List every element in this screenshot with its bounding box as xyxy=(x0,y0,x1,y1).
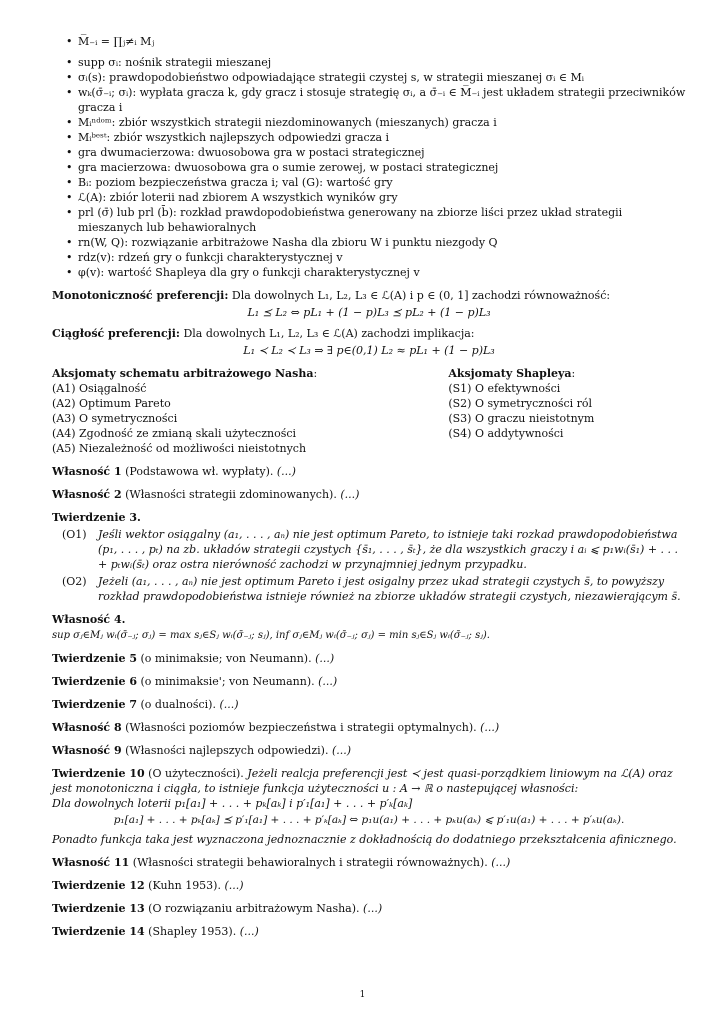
axiom-item: (A1) Osiągalność xyxy=(52,382,147,395)
theorem-12: Twierdzenie 12 (Kuhn 1953). (...) xyxy=(52,879,244,892)
list-item: • φ(v): wartość Shapleya dla gry o funkcji charakterystycznej v xyxy=(78,265,686,280)
list-item: • ℒ(A): zbiór loterii nad zbiorem A wszystkich wyników gry xyxy=(78,190,686,205)
utility-formula: p₁[a₁] + . . . + pₖ[aₖ] ⪯ p′₁[a₁] + . . . + p′ₖ[aₖ] ⇔ p₁u(a₁) + . . . + pₖu(aₖ) ⩽ p′₁u(a₁) + . . . + p′ₖu(aₖ). xyxy=(113,814,625,826)
theorem-13: Twierdzenie 13 (O rozwiązaniu arbitrażowym Nasha). (...) xyxy=(52,902,383,915)
list-item: • prl (σ̄) lub prl (b̄): rozkład prawdopodobieństwa generowany na zbiorze liści przez układ strategii mieszanych lub behawioralnych xyxy=(78,205,686,235)
page-number: 1 xyxy=(359,990,366,1000)
property-11: Własność 11 (Własności strategii behawioralnych i strategii równoważnych). (...) xyxy=(52,856,511,869)
shapley-axioms-title: Aksjomaty Shapleya xyxy=(448,367,572,380)
theorem-3: Twierdzenie 3. (O1) Jeśli wektor osiągalny (a₁, . . . , aₙ) nie jest optimum Pareto, to istnieje taki rozkad prawdopodobieństwa (p₁, . . . , pₜ) na zb. układów strategii czystych {s̄₁, . . . , s̄ₜ}, że dla wszystkich graczy i aᵢ ⩽ p₁wᵢ(s̄₁) + . . . + pₜwᵢ(s̄ₜ) oraz ostra nierówność zachodzi w przynajmniej jednym przypadku. (O2) Jeżeli (a₁, . . . , aₙ) nie jest optimum Pareto i jest osigalny przez ukad strategii czystych s̄, to powyższy rozkład prawdopodobieństwa istnieje również na zbiorze układów strategii czystych, niezawierającym s̄. xyxy=(52,510,686,604)
list-item: • M̅₋ᵢ = ∏ⱼ≠ᵢ Mⱼ xyxy=(78,34,686,55)
list-item: • Bᵢ: poziom bezpieczeństwa gracza i; val (G): wartość gry xyxy=(78,175,686,190)
continuity-text: Dla dowolnych L₁, L₂, L₃ ∈ ℒ(A) zachodzi implikacja: xyxy=(183,327,475,340)
property-8: Własność 8 (Własności poziomów bezpieczeństwa i strategii optymalnych). (...) xyxy=(52,721,500,734)
axiom-item: (A3) O symetryczności xyxy=(52,412,178,425)
continuity-section: Ciągłość preferencji: Dla dowolnych L₁, L₂, L₃ ∈ ℒ(A) zachodzi implikacja: L₁ ≺ L₂ ≺ L₃ ⇒ ∃ p∈(0,1) L₂ ≈ pL₁ + (1 − p)L₃ xyxy=(52,326,686,358)
monotonicity-section: Monotoniczność preferencji: Dla dowolnych L₁, L₂, L₃ ∈ ℒ(A) i p ∈ (0, 1] zachodzi równoważność: L₁ ⪯ L₂ ⇔ pL₁ + (1 − p)L₃ ⪯ pL₂ + (1 − p)L₃ xyxy=(52,288,686,320)
nash-axioms-title: Aksjomaty schematu arbitrażowego Nasha xyxy=(52,367,314,380)
theorem-item: (O2) Jeżeli (a₁, . . . , aₙ) nie jest optimum Pareto i jest osigalny przez ukad strategii czystych s̄, to powyższy rozkład prawdopodobieństwa istnieje również na zbiorze układów strategii czystych, niezawierającym s̄. xyxy=(62,575,681,603)
monotonicity-formula: L₁ ⪯ L₂ ⇔ pL₁ + (1 − p)L₃ ⪯ pL₂ + (1 − p)L₃ xyxy=(247,306,491,319)
theorem-item: (O1) Jeśli wektor osiągalny (a₁, . . . , aₙ) nie jest optimum Pareto, to istnieje taki rozkad prawdopodobieństwa (p₁, . . . , pₜ) na zb. układów strategii czystych {s̄₁, . . . , s̄ₜ}, że dla wszystkich graczy i aᵢ ⩽ p₁wᵢ(s̄₁) + . . . + pₜwᵢ(s̄ₜ) oraz ostra nierówność zachodzi w przynajmniej jednym przypadku. xyxy=(62,528,679,571)
list-item: • wₖ(σ̄₋ᵢ; σᵢ): wypłata gracza k, gdy gracz i stosuje strategię σᵢ, a σ̄₋ᵢ ∈ M̅₋ᵢ jest układem strategii przeciwników gracza i xyxy=(78,85,686,115)
theorem-5: Twierdzenie 5 (o minimaksie; von Neumann). (...) xyxy=(52,652,335,665)
monotonicity-text: Dla dowolnych L₁, L₂, L₃ ∈ ℒ(A) i p ∈ (0, 1] zachodzi równoważność: xyxy=(231,289,611,302)
list-item: • gra macierzowa: dwuosobowa gra o sumie zerowej, w postaci strategicznej xyxy=(78,160,686,175)
axiom-item: (A4) Zgodność ze zmianą skali użyteczności xyxy=(52,427,297,440)
document-page xyxy=(52,34,686,939)
shapley-axioms: Aksjomaty Shapleya: (S1) O efektywności (S2) O symetryczności ról (S3) O graczu nieistotnym (S4) O addytywności xyxy=(428,366,686,456)
theorem-7: Twierdzenie 7 (o dualności). (...) xyxy=(52,698,239,711)
nash-axioms: Aksjomaty schematu arbitrażowego Nasha: (A1) Osiągalność (A2) Optimum Pareto (A3) O symetryczności (A4) Zgodność ze zmianą skali użyteczności (A5) Niezależność od możliwości nieistotnych xyxy=(52,366,428,456)
theorem-10: Twierdzenie 10 (O użyteczności). Jeżeli realcja preferencji jest ≺ jest quasi-porządkiem liniowym na ℒ(A) oraz jest monotoniczna i ciągła, to istnieje funkcja użyteczności u : A → ℝ o nastepującej własności: Dla dowolnych loterii p₁[a₁] + . . . + pₖ[aₖ] i p′₁[a₁] + . . . + p′ₖ[aₖ] p₁[a₁] + . . . + pₖ[aₖ] ⪯ p′₁[a₁] + . . . + p′ₖ[aₖ] ⇔ p₁u(a₁) + . . . + pₖu(aₖ) ⩽ p′₁u(a₁) + . . . + p′ₖu(aₖ). Ponadto funkcja taka jest wyznaczona jednoznacznie z dokładnością do dodatniego przekształcenia afinicznego. xyxy=(52,766,686,847)
list-item: • Mᵢⁿᵈᵒᵐ: zbiór wszystkich strategii niezdominowanych (mieszanych) gracza i xyxy=(78,115,686,130)
property-2: Własność 2 (Własności strategii zdominowanych). (...) xyxy=(52,488,360,501)
axiom-item: (A5) Niezależność od możliwości nieistotnych xyxy=(52,442,307,455)
continuity-formula: L₁ ≺ L₂ ≺ L₃ ⇒ ∃ p∈(0,1) L₂ ≈ pL₁ + (1 − p)L₃ xyxy=(243,344,495,357)
theorem-14: Twierdzenie 14 (Shapley 1953). (...) xyxy=(52,925,259,938)
axioms-block xyxy=(52,366,686,456)
list-item: • gra dwumacierzowa: dwuosobowa gra w postaci strategicznej xyxy=(78,145,686,160)
list-item: • supp σᵢ: nośnik strategii mieszanej xyxy=(78,55,686,70)
axiom-item: (S1) O efektywności xyxy=(448,382,561,395)
property-4-formula: sup σⱼ∈Mⱼ wᵢ(σ̄₋ⱼ; σⱼ) = max sⱼ∈Sⱼ wᵢ(σ̄₋ⱼ; sⱼ), inf σⱼ∈Mⱼ wᵢ(σ̄₋ⱼ; σⱼ) = min sⱼ∈Sⱼ wᵢ(σ̄₋ⱼ; sⱼ). xyxy=(52,630,490,641)
list-item: • rdz(v): rdzeń gry o funkcji charakterystycznej v xyxy=(78,250,686,265)
list-item: • rn(W, Q): rozwiązanie arbitrażowe Nasha dla zbioru W i punktu niezgody Q xyxy=(78,235,686,250)
theorem-6: Twierdzenie 6 (o minimaksie'; von Neumann). (...) xyxy=(52,675,338,688)
property-1: Własność 1 (Podstawowa wł. wypłaty). (...) xyxy=(52,465,296,478)
axiom-item: (A2) Optimum Pareto xyxy=(52,397,171,410)
monotonicity-title: Monotoniczność preferencji xyxy=(52,289,225,302)
list-item: • σᵢ(s): prawdopodobieństwo odpowiadające strategii czystej s, w strategii mieszanej σᵢ ∈ Mᵢ xyxy=(78,70,686,85)
continuity-title: Ciągłość preferencji xyxy=(52,327,176,340)
property-9: Własność 9 (Własności najlepszych odpowiedzi). (...) xyxy=(52,744,352,757)
notation-list xyxy=(52,34,686,280)
list-item: • Mᵢᵇᵉˢᵗ: zbiór wszystkich najlepszych odpowiedzi gracza i xyxy=(78,130,686,145)
axiom-item: (S2) O symetryczności ról xyxy=(448,397,593,410)
property-4: Własność 4. sup σⱼ∈Mⱼ wᵢ(σ̄₋ⱼ; σⱼ) = max sⱼ∈Sⱼ wᵢ(σ̄₋ⱼ; sⱼ), inf σⱼ∈Mⱼ wᵢ(σ̄₋ⱼ; σⱼ) = min sⱼ∈Sⱼ wᵢ(σ̄₋ⱼ; sⱼ). xyxy=(52,612,686,643)
axiom-item: (S4) O addytywności xyxy=(448,427,564,440)
axiom-item: (S3) O graczu nieistotnym xyxy=(448,412,595,425)
